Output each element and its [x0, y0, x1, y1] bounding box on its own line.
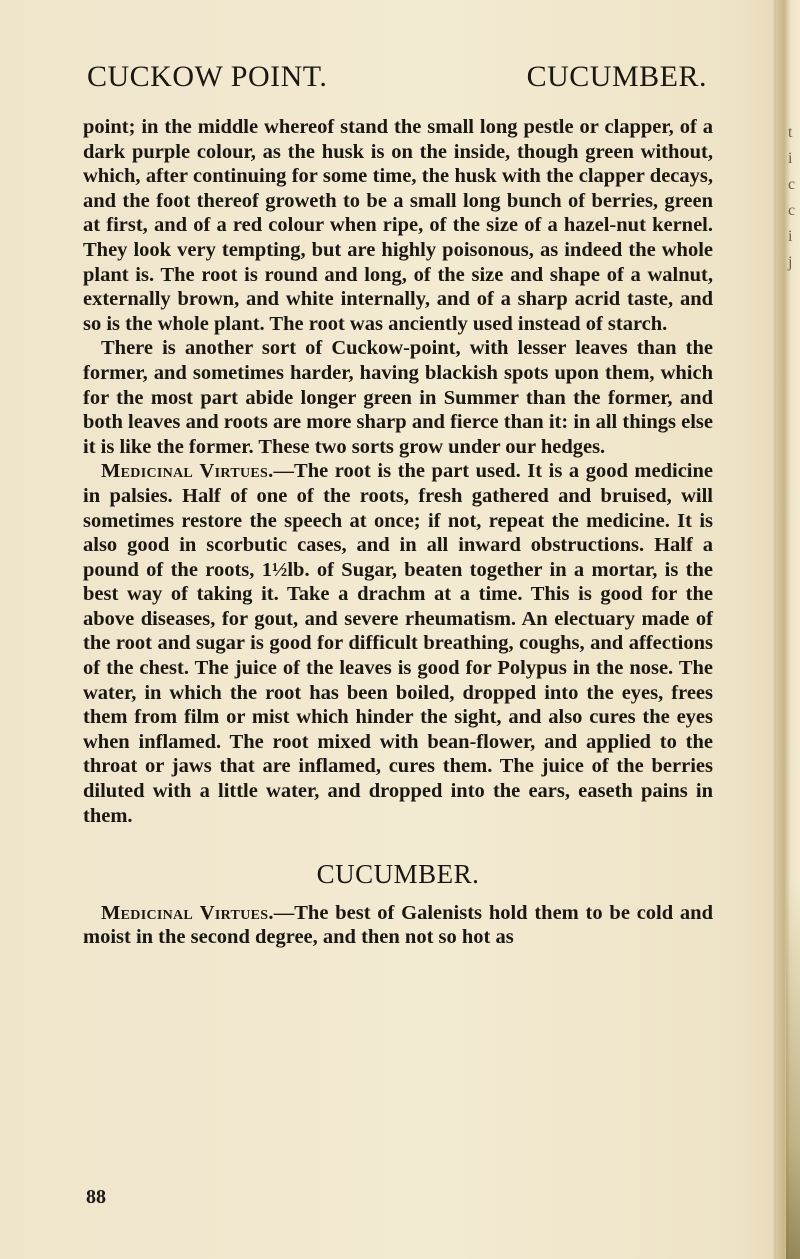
paragraph-another-sort: There is another sort of Cuckow-point, with lesser leaves than the former, and sometimes harder, having blackish spots upon them, which for the most part abide longer green in Summer than the former, and both leaves and roots are more sharp and fierce than it: in all things else it is like the former. These two sorts grow under our hedges. [83, 337, 713, 458]
page-number: 88 [86, 1186, 106, 1208]
cucumber-virtues-heading: Medicinal Virtues. [101, 901, 274, 924]
header-left-title: CUCKOW POINT. [87, 60, 328, 93]
fragment: c [788, 176, 796, 193]
facing-page-fragments [788, 120, 800, 276]
medicinal-virtues-heading: Medicinal Virtues. [101, 460, 274, 483]
fragment: i [788, 150, 793, 167]
medicinal-virtues-text: —The root is the part used. It is a good medicine in palsies. Half of one of the roots, fresh gathered and bruised, will sometimes restore the speech at once; if not, repeat the medicine. It is also good in scorbutic cases, and in all inward obstructions. Half a pound of the roots, 1½lb. of Sugar, beaten together in a mortar, is the best way of taking it. Take a drachm at a time. This is good for the above diseases, for gout, and severe rheumatism. An electuary made of the root and sugar is good for difficult breathing, coughs, and affections of the chest. The juice of the leaves is good for Polypus in the nose. The water, in which the root has been boiled, dropped into the eyes, frees them from film or mist which hinder the sight, and also cures the eyes when inflamed. The root mixed with bean-flower, and applied to the throat or jaws that are inflamed, cures them. The juice of the berries diluted with a little water, and dropped into the ears, easeth pains in them. [83, 460, 713, 827]
cucumber-virtues-text: —The best of Galenists hold them to be cold and moist in the second degree, and then not so hot as [83, 901, 713, 949]
page-body [83, 115, 713, 950]
fragment: t [788, 124, 793, 141]
running-header [87, 60, 707, 100]
header-right-title: CUCUMBER. [526, 60, 707, 93]
section-title-cucumber: CUCUMBER. [316, 859, 480, 890]
paragraph-cucumber-virtues [83, 901, 713, 950]
fragment: i [788, 228, 793, 245]
paragraph-continuation: point; in the middle whereof stand the small long pestle or clapper, of a dark purple colour, as the husk is on the inside, though green without, which, after continuing for some time, the husk with the clapper decays, and the foot thereof groweth to be a small long bunch of berries, green at first, and of a red colour when ripe, of the size of a hazel-nut kernel. They look very tempting, but are highly poisonous, as indeed the whole plant is. The root is round and long, of the size and shape of a walnut, externally brown, and white internally, and of a sharp acrid taste, and so is the whole plant. The root was anciently used instead of starch. [83, 116, 713, 335]
fragment: c [788, 202, 796, 219]
fragment: j [788, 254, 793, 271]
paper-stain [786, 879, 800, 1259]
paragraph-medicinal-virtues [83, 459, 713, 828]
